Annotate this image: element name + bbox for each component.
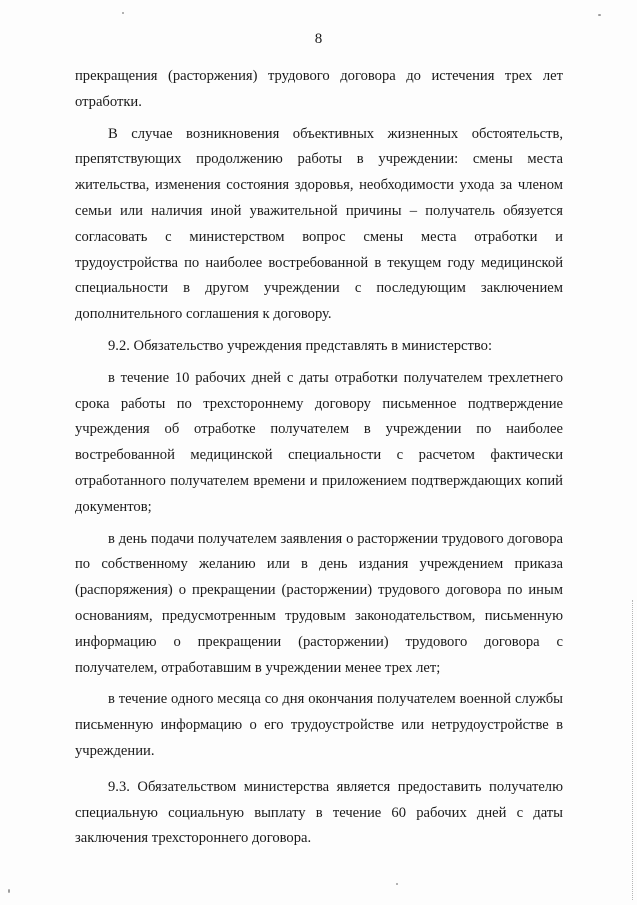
scan-speck (396, 883, 398, 885)
page-number: 8 (314, 31, 323, 47)
paragraph-9-2-item-3: в течение одного месяца со дня окончания получателем военной службы письменную информацию о его трудоустройстве или нетрудоустройстве в учреждении. (75, 691, 563, 759)
scan-speck (598, 14, 601, 16)
paragraph-9-2-item-2: в день подачи получателем заявления о расторжении трудового договора по собственному желанию или в день издания учреждением приказа (распоряжения) о прекращении (расторжении) трудового договора по иным основаниям, предусмотренным трудовым законодательством, письменную информацию о прекращении (расторжении) трудового договора с получателем, отработавшим в учреждении менее трех лет; (75, 530, 563, 676)
paragraph-continuation: прекращения (расторжения) трудового договора до истечения трех лет отработки. (75, 68, 563, 110)
paragraph-9-2-heading: 9.2. Обязательство учреждения представлять в министерство: (108, 337, 493, 354)
paragraph-9-3: 9.3. Обязательством министерства является предоставить получателю специальную социальную выплату в течение 60 рабочих дней с даты заключения трехстороннего договора. (75, 778, 563, 847)
scan-speck (8, 889, 10, 893)
document-body (75, 64, 563, 852)
paragraph-circumstances: В случае возникновения объективных жизненных обстоятельств, препятствующих продолжению работы в учреждении: смены места жительства, изменения состояния здоровья, необходимости ухода за членом семьи или наличия иной уважительной причины – получатель обязуется согласовать с министерством вопрос смены места отработки и трудоустройства по наиболее востребованной в текущем году медицинской специальности в другом учреждении с последующим заключением дополнительного соглашения к договору. (75, 125, 563, 323)
scan-edge-line (631, 600, 633, 900)
paragraph-9-2-item-1: в течение 10 рабочих дней с даты отработки получателем трехлетнего срока работы по трехстороннему договору письменное подтверждение учреждения об отработке получателем в учреждении по наиболее востребованной медицинской специальности с расчетом фактически отработанного получателем времени и приложением подтверждающих копий документов; (75, 369, 563, 515)
scan-speck (122, 12, 124, 14)
